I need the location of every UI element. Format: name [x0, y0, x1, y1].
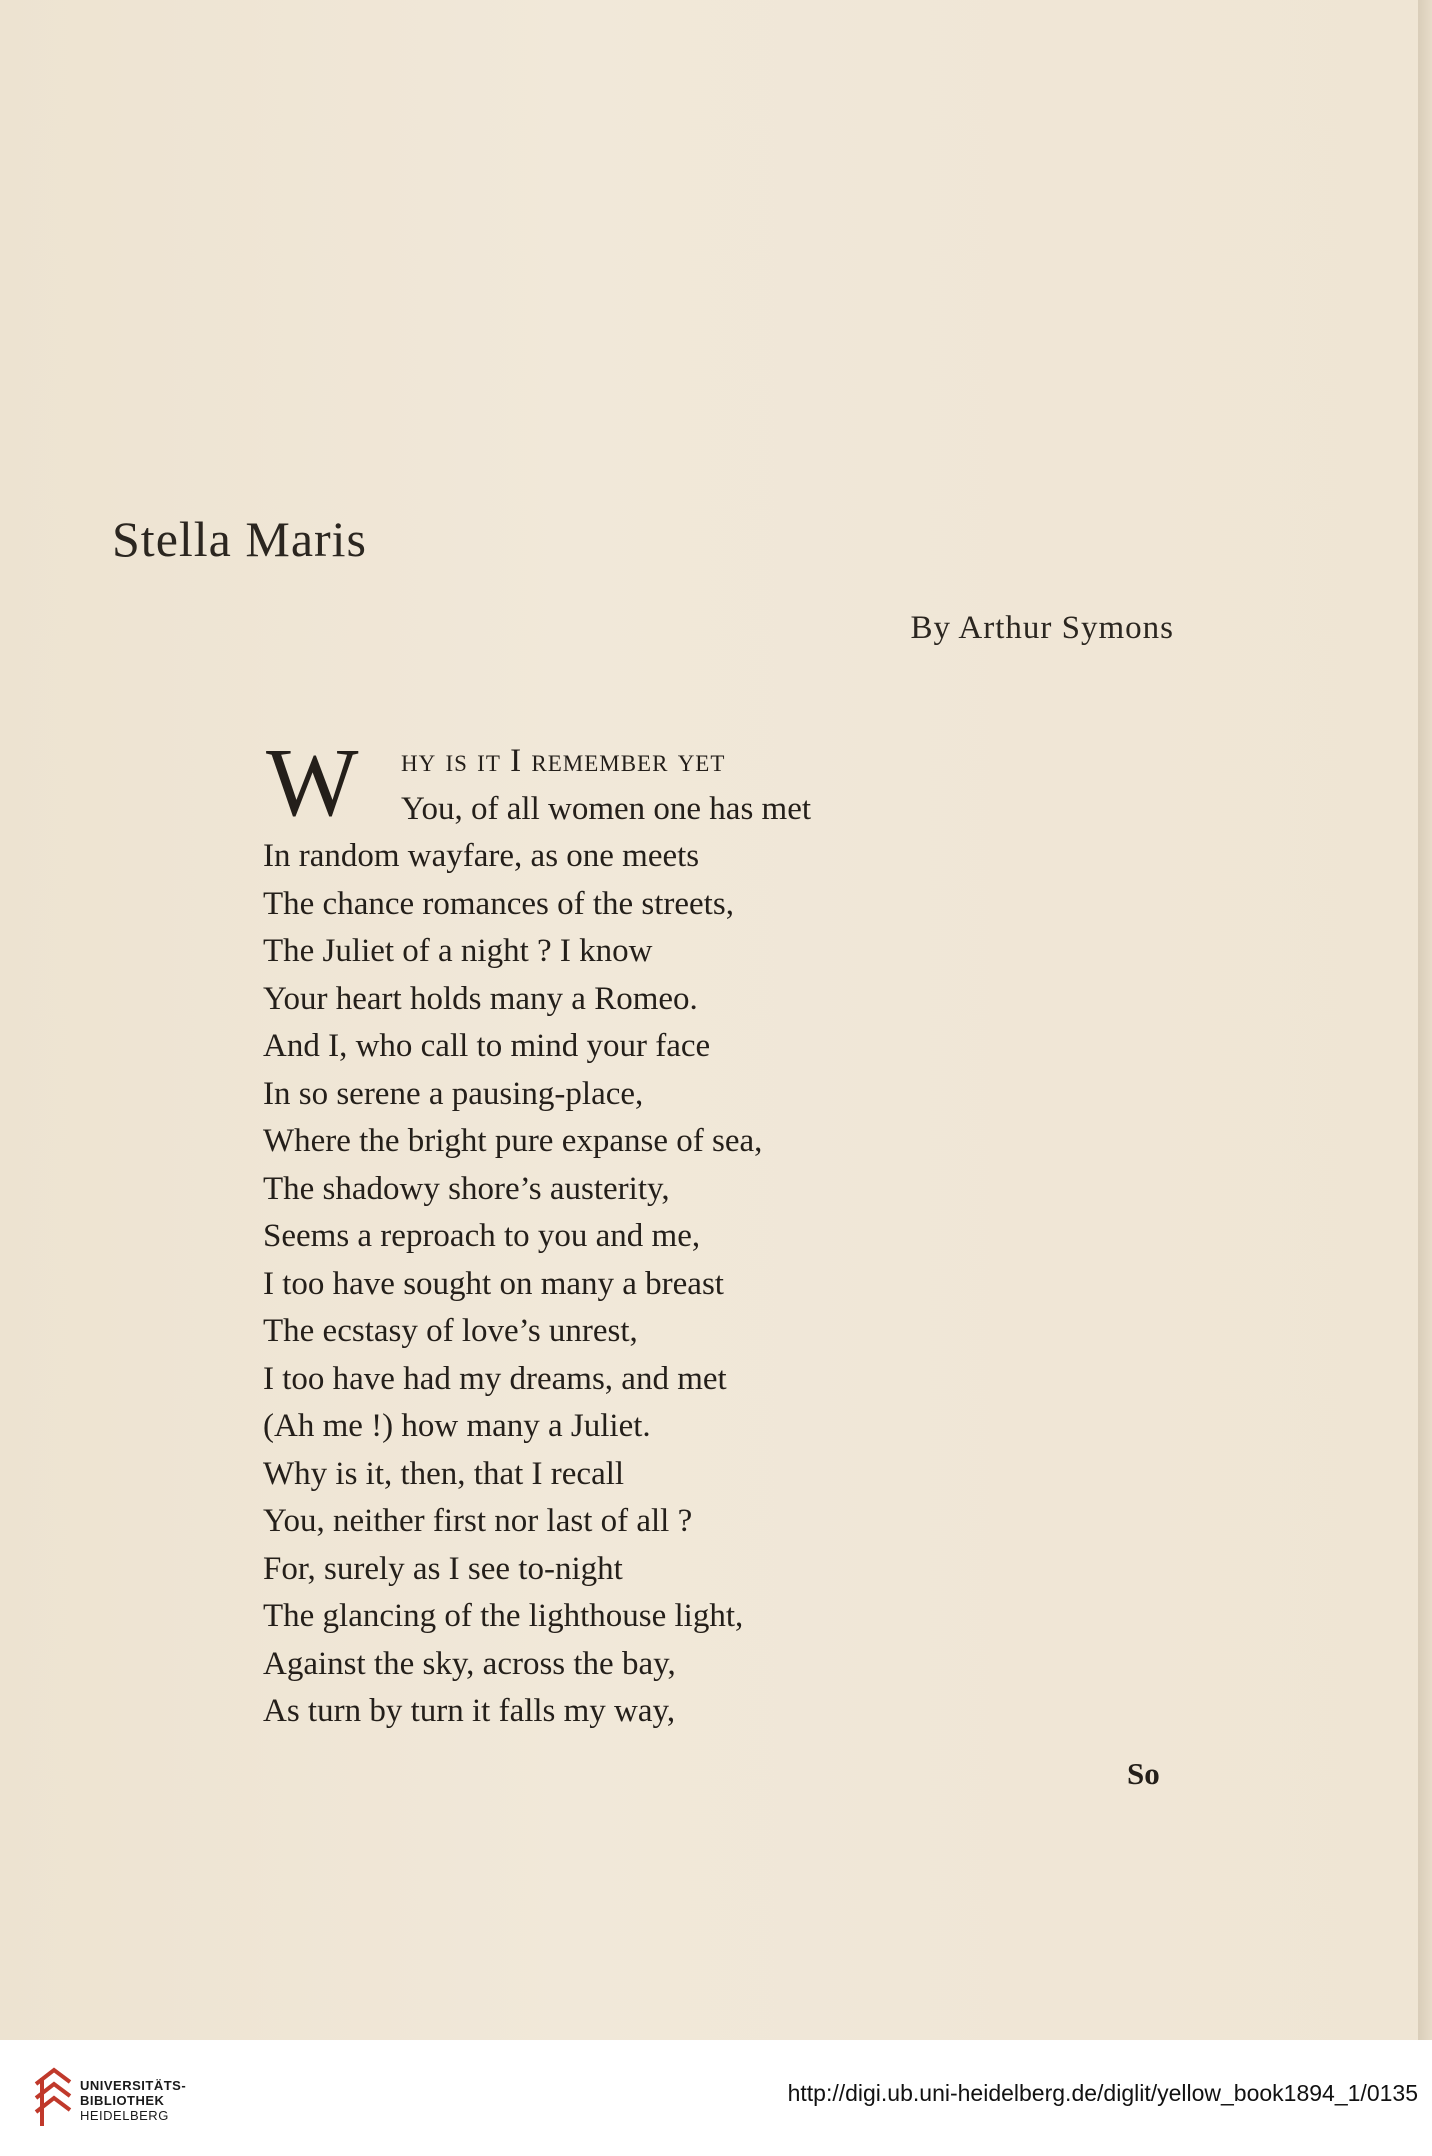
poem-line: Why is it, then, that I recall [263, 1455, 625, 1492]
poem-line: The chance romances of the streets, [263, 885, 734, 922]
poem-line: In random wayfare, as one meets [263, 838, 700, 874]
poem-line: I too have had my dreams, and met [263, 1360, 727, 1397]
poem-line: Where the bright pure expanse of sea, [263, 1123, 763, 1159]
page-edge [1418, 0, 1432, 2040]
poem-line: (Ah me !) how many a Juliet. [263, 1408, 651, 1444]
poem-line: The glancing of the lighthouse light, [263, 1598, 744, 1634]
poem-line: Seems a reproach to you and me, [263, 1218, 701, 1254]
poem-line: You, neither first nor last of all ? [263, 1503, 693, 1539]
catchword: So [1127, 1756, 1160, 1791]
library-name-line2: BIBLIOTHEK [80, 2093, 165, 2108]
poem-line: In so serene a pausing-place, [263, 1075, 644, 1112]
poem-line: For, surely as I see to-night [263, 1550, 623, 1587]
poem-line: The shadowy shore’s austerity, [263, 1170, 670, 1207]
library-name-line3: HEIDELBERG [80, 2108, 169, 2123]
library-name [80, 2078, 186, 2123]
poem-author: By Arthur Symons [910, 610, 1174, 646]
poem-line: The Juliet of a night ? I know [263, 933, 653, 969]
poem-line: Your heart holds many a Romeo. [263, 980, 698, 1017]
poem-line: Against the sky, across the bay, [263, 1645, 676, 1682]
drop-cap: W [266, 729, 359, 837]
poem-line: You, of all women one has met [401, 790, 812, 827]
source-url-link[interactable]: http://digi.ub.uni-heidelberg.de/diglit/yellow_book1894_1/0135 [787, 2080, 1418, 2106]
poem-line: I too have sought on many a breast [263, 1265, 724, 1302]
poem-line: And I, who call to mind your face [263, 1028, 711, 1064]
poem-line-first [263, 738, 811, 786]
poem-title: Stella Maris [112, 511, 368, 567]
poem-line: The ecstasy of love’s unrest, [263, 1313, 638, 1349]
library-logo-icon [32, 2064, 74, 2130]
poem-body [263, 738, 811, 1736]
poem-line: As turn by turn it falls my way, [263, 1693, 676, 1729]
library-name-line1: UNIVERSITÄTS- [80, 2078, 187, 2093]
first-line-text: hy is it I remember yet [401, 743, 726, 779]
